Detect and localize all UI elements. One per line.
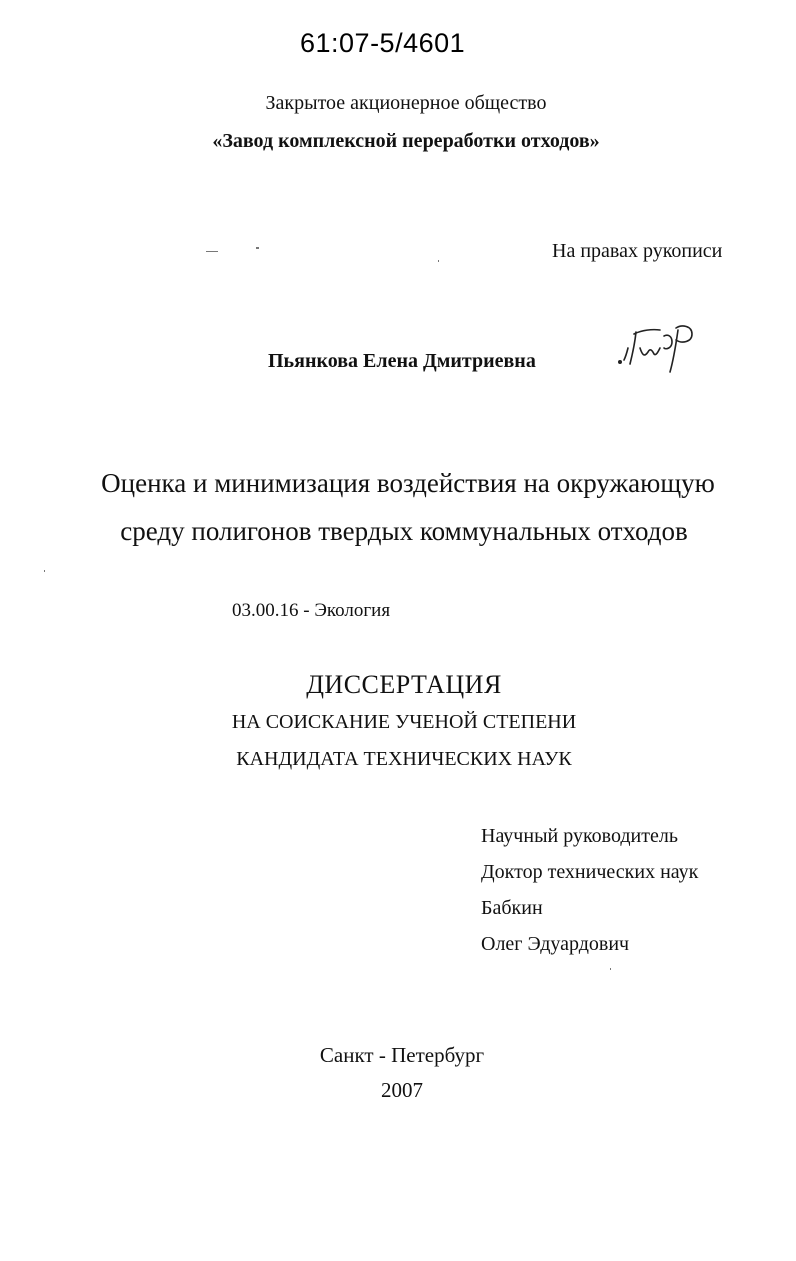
year: 2007: [381, 1078, 423, 1102]
scan-speck: [438, 260, 439, 262]
manuscript-rights-note: На правах рукописи: [552, 240, 723, 262]
advisor-surname: Бабкин: [481, 897, 543, 919]
author-signature-icon: [612, 318, 708, 378]
scan-speck: [206, 251, 218, 252]
advisor-given-names: Олег Эдуардович: [481, 933, 630, 955]
scan-speck: [610, 968, 611, 970]
degree-line2: КАНДИДАТА ТЕХНИЧЕСКИХ НАУК: [236, 748, 572, 770]
dissertation-title-line2: среду полигонов твердых коммунальных отходов: [120, 516, 688, 546]
scan-speck: [44, 570, 45, 572]
dissertation-title-line1: Оценка и минимизация воздействия на окружающую: [101, 468, 715, 498]
document-type-heading: ДИССЕРТАЦИЯ: [306, 670, 502, 699]
city: Санкт - Петербург: [319, 1043, 485, 1067]
organization-type: Закрытое акционерное общество: [265, 92, 547, 114]
advisor-role: Научный руководитель: [481, 825, 678, 847]
specialty-code: 03.00.16 - Экология: [232, 600, 391, 621]
advisor-degree: Доктор технических наук: [481, 861, 699, 883]
scan-speck: [256, 247, 259, 249]
author-name: Пьянкова Елена Дмитриевна: [268, 350, 536, 372]
degree-line1: НА СОИСКАНИЕ УЧЕНОЙ СТЕПЕНИ: [231, 711, 577, 733]
archive-code: 61:07-5/4601: [300, 28, 466, 58]
organization-name: «Завод комплексной переработки отходов»: [212, 130, 600, 152]
